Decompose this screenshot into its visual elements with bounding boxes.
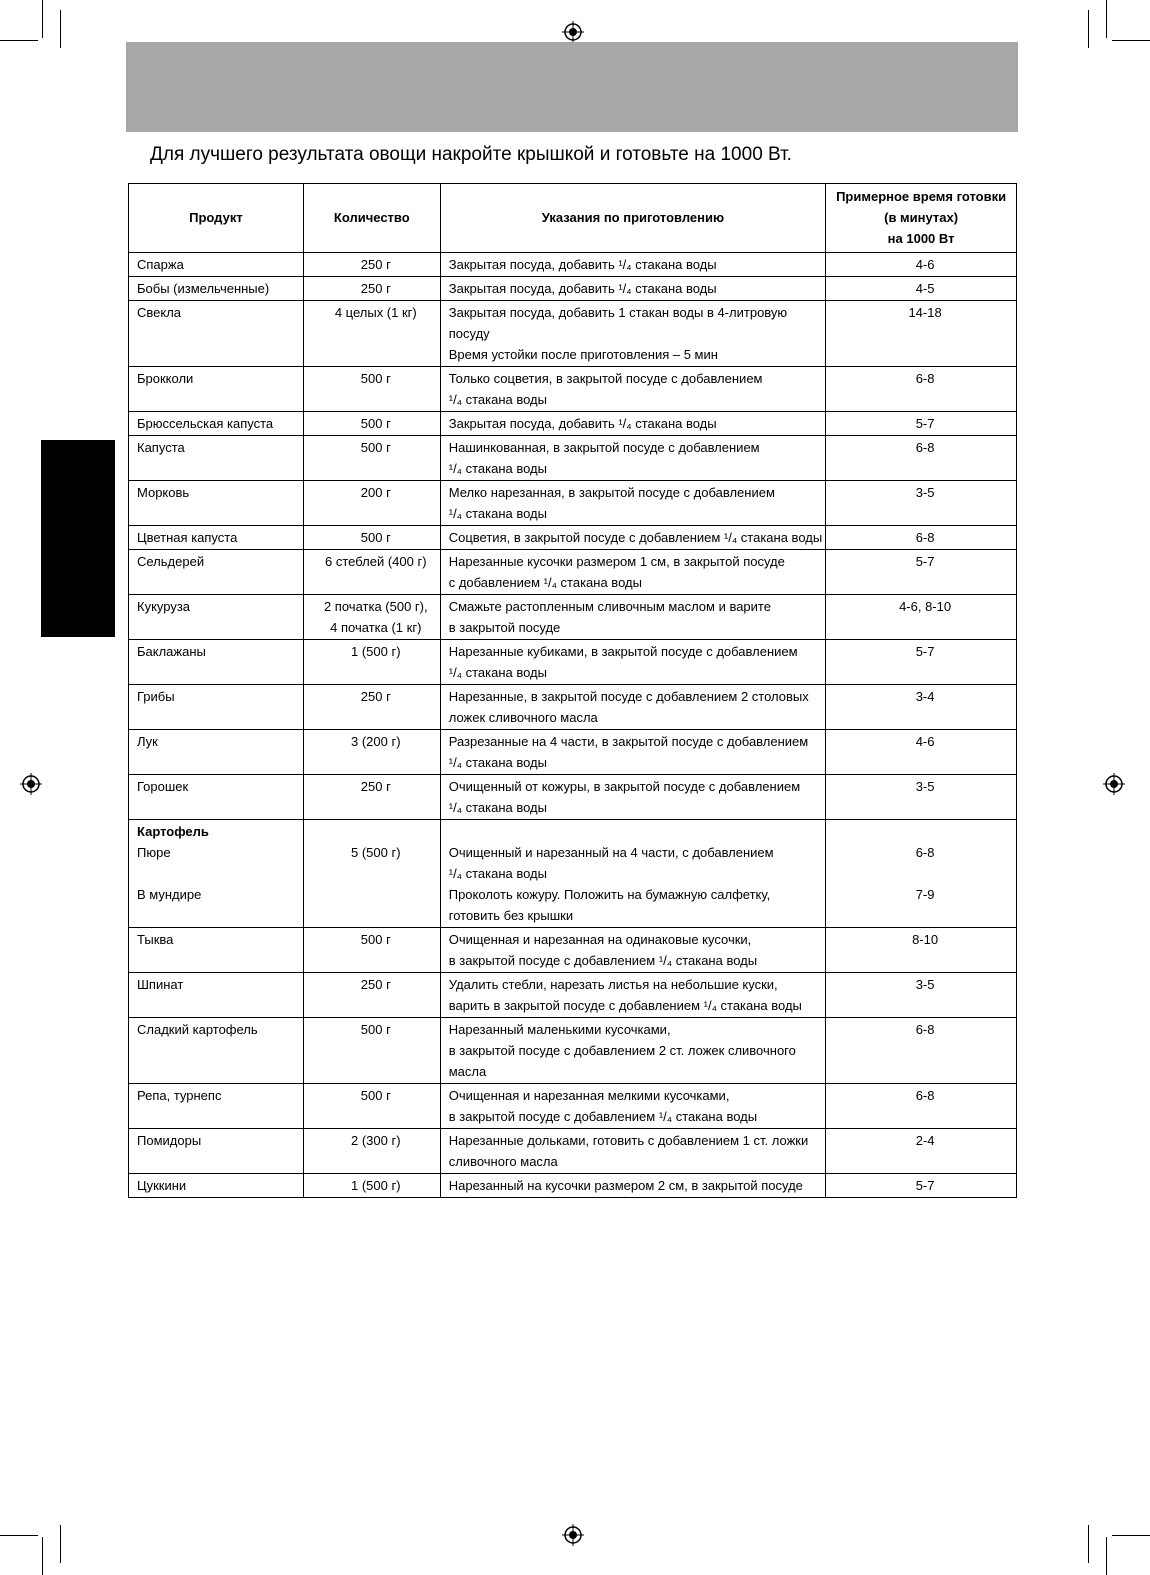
- quantity-value: 500 г: [360, 440, 391, 455]
- time-value: 6-8: [915, 1088, 935, 1103]
- direction-line: Время устойки после приготовления – 5 мин: [448, 347, 718, 362]
- directions-cell: [440, 640, 825, 685]
- table-body: [129, 928, 1017, 1198]
- quantity-value: 4 целых (1 кг): [334, 305, 417, 320]
- table-row: [129, 928, 1017, 973]
- table-row: [129, 730, 1017, 775]
- direction-line: Соцветия, в закрытой посуде с добавлением ¹/₄ стакана воды: [448, 530, 823, 545]
- product-name: Тыква: [137, 932, 174, 947]
- product-cell: [129, 928, 304, 973]
- table-row: [129, 973, 1017, 1018]
- quantity-cell: [303, 550, 440, 595]
- crop-mark: [1088, 1525, 1089, 1563]
- directions-cell: [440, 277, 825, 301]
- time-cell: [826, 367, 1017, 412]
- quantity-cell: [303, 1129, 440, 1174]
- directions-cell: [440, 1084, 825, 1129]
- direction-line: варить в закрытой посуде с добавлением ¹/₄ стакана воды: [448, 998, 802, 1013]
- product-name: Капуста: [137, 440, 185, 455]
- product-name: Морковь: [137, 485, 190, 500]
- product-cell: [129, 1174, 304, 1198]
- direction-line: сливочного масла: [448, 1154, 558, 1169]
- header-time-line: на 1000 Вт: [887, 230, 955, 246]
- quantity-cell: [303, 640, 440, 685]
- direction-line: ¹/₄ стакана воды: [448, 755, 547, 770]
- header-time-line: (в минутах): [884, 209, 959, 225]
- registration-mark-icon: [1103, 773, 1125, 795]
- time-cell: [826, 1129, 1017, 1174]
- registration-mark-icon: [562, 21, 584, 43]
- table-row: [129, 301, 1017, 367]
- directions-cell: [440, 775, 825, 820]
- product-name: Сладкий картофель: [137, 1022, 258, 1037]
- time-value: 6-8: [915, 371, 935, 386]
- product-cell: [129, 973, 304, 1018]
- quantity-value: 250 г: [360, 689, 391, 704]
- quantity-value: 2 початка (500 г),: [323, 599, 428, 614]
- product-name: Горошек: [137, 779, 189, 794]
- product-name: Спаржа: [137, 257, 184, 272]
- crop-mark: [60, 1525, 61, 1563]
- quantity-value: 500 г: [360, 932, 391, 947]
- directions-cell: [440, 550, 825, 595]
- header-product: Продукт: [129, 184, 304, 253]
- time-cell: [826, 595, 1017, 640]
- quantity-value: 500 г: [360, 371, 391, 386]
- product-name: Бобы (измельченные): [137, 281, 270, 296]
- product-cell: [129, 730, 304, 775]
- header-band: [126, 42, 1018, 132]
- time-value: 6-8: [915, 845, 935, 860]
- direction-line: ложек сливочного масла: [448, 710, 598, 725]
- product-cell: [129, 253, 304, 277]
- direction-line: Мелко нарезанная, в закрытой посуде с добавлением: [448, 485, 775, 500]
- table-row: [129, 412, 1017, 436]
- time-value: 7-9: [915, 887, 935, 902]
- table-row: [129, 550, 1017, 595]
- directions-cell: [440, 730, 825, 775]
- product-cell: [129, 595, 304, 640]
- direction-line: Смажьте растопленным сливочным маслом и варите: [448, 599, 771, 614]
- quantity-cell: [303, 595, 440, 640]
- direction-line: Нашинкованная, в закрытой посуде с добавлением: [448, 440, 760, 455]
- table-row: [129, 277, 1017, 301]
- product-name: Цветная капуста: [137, 530, 238, 545]
- directions-cell: [440, 1129, 825, 1174]
- potato-group: [129, 820, 1017, 928]
- quantity-cell: [303, 775, 440, 820]
- quantity-cell: [303, 1018, 440, 1084]
- time-cell: [826, 550, 1017, 595]
- table-row: [129, 1174, 1017, 1198]
- time-value: 6-8: [915, 440, 935, 455]
- direction-line: ¹/₄ стакана воды: [448, 665, 547, 680]
- direction-line: ¹/₄ стакана воды: [448, 800, 547, 815]
- time-cell: [826, 1174, 1017, 1198]
- quantity-value: 500 г: [360, 530, 391, 545]
- quantity-cell: [303, 277, 440, 301]
- direction-line: ¹/₄ стакана воды: [448, 866, 547, 881]
- directions-cell: [440, 1018, 825, 1084]
- crop-mark: [1106, 1537, 1107, 1575]
- direction-line: Нарезанные кубиками, в закрытой посуде с добавлением: [448, 644, 798, 659]
- direction-line: Нарезанные, в закрытой посуде с добавлением 2 столовых: [448, 689, 809, 704]
- direction-line: Проколоть кожуру. Положить на бумажную салфетку,: [448, 887, 771, 902]
- directions-cell: [440, 412, 825, 436]
- time-cell: [826, 775, 1017, 820]
- time-value: 14-18: [908, 305, 942, 320]
- crop-mark: [60, 10, 61, 48]
- table-row: [129, 685, 1017, 730]
- quantity-value: 250 г: [360, 779, 391, 794]
- time-cell: [826, 436, 1017, 481]
- directions-cell: [440, 973, 825, 1018]
- product-cell: [129, 775, 304, 820]
- product-name: Пюре: [137, 845, 171, 860]
- quantity-cell: [303, 253, 440, 277]
- time-value: 5-7: [915, 554, 935, 569]
- direction-line: Нарезанный маленькими кусочками,: [448, 1022, 671, 1037]
- product-name: Шпинат: [137, 977, 184, 992]
- direction-line: Закрытая посуда, добавить ¹/₄ стакана воды: [448, 281, 717, 296]
- quantity-value: 500 г: [360, 1022, 391, 1037]
- quantity-value: 250 г: [360, 977, 391, 992]
- direction-line: в закрытой посуде: [448, 620, 561, 635]
- table-row: [129, 1129, 1017, 1174]
- direction-line: Очищенный и нарезанный на 4 части, с добавлением: [448, 845, 774, 860]
- directions-cell: [440, 253, 825, 277]
- quantity-value: 250 г: [360, 257, 391, 272]
- quantity-cell: [303, 730, 440, 775]
- quantity-value: 500 г: [360, 416, 391, 431]
- direction-line: Очищенная и нарезанная на одинаковые кусочки,: [448, 932, 752, 947]
- crop-mark: [0, 1535, 38, 1536]
- product-cell: [129, 820, 304, 928]
- table-row: [129, 526, 1017, 550]
- time-value: 4-6: [915, 734, 935, 749]
- table-row: [129, 820, 1017, 928]
- time-value: 6-8: [915, 1022, 935, 1037]
- product-cell: [129, 640, 304, 685]
- time-value: 4-6, 8-10: [899, 599, 952, 614]
- product-name: В мундире: [137, 887, 202, 902]
- directions-cell: [440, 1174, 825, 1198]
- time-value: 3-4: [915, 689, 935, 704]
- table-row: [129, 1084, 1017, 1129]
- time-value: 4-5: [915, 281, 935, 296]
- product-cell: [129, 436, 304, 481]
- direction-line: Только соцветия, в закрытой посуде с добавлением: [448, 371, 763, 386]
- registration-mark-icon: [562, 1524, 584, 1546]
- directions-cell: [440, 685, 825, 730]
- directions-cell: [440, 481, 825, 526]
- product-cell: [129, 301, 304, 367]
- product-name: Репа, турнепс: [137, 1088, 222, 1103]
- direction-line: Закрытая посуда, добавить 1 стакан воды в 4-литровую посуду: [448, 305, 788, 341]
- directions-cell: [440, 526, 825, 550]
- table-header-row: [129, 184, 1017, 253]
- direction-line: Нарезанный на кусочки размером 2 см, в закрытой посуде: [448, 1178, 803, 1193]
- quantity-cell: [303, 301, 440, 367]
- direction-line: ¹/₄ стакана воды: [448, 392, 547, 407]
- product-cell: [129, 550, 304, 595]
- quantity-cell: [303, 928, 440, 973]
- quantity-cell: [303, 1084, 440, 1129]
- time-cell: [826, 481, 1017, 526]
- time-cell: [826, 1084, 1017, 1129]
- quantity-cell: [303, 436, 440, 481]
- time-value: 4-6: [915, 257, 935, 272]
- product-cell: [129, 481, 304, 526]
- product-cell: [129, 1018, 304, 1084]
- time-value: 2-4: [915, 1133, 935, 1148]
- direction-line: Нарезанные кусочки размером 1 см, в закрытой посуде: [448, 554, 785, 569]
- quantity-cell: [303, 973, 440, 1018]
- direction-line: в закрытой посуде с добавлением 2 ст. ложек сливочного масла: [448, 1043, 796, 1079]
- direction-line: Очищенный от кожуры, в закрытой посуде с добавлением: [448, 779, 801, 794]
- product-name: Лук: [137, 734, 158, 749]
- product-name: Сельдерей: [137, 554, 205, 569]
- product-name: Баклажаны: [137, 644, 206, 659]
- table-row: [129, 253, 1017, 277]
- quantity-value: 1 (500 г): [351, 644, 401, 659]
- quantity-cell: [303, 481, 440, 526]
- quantity-cell: [303, 412, 440, 436]
- time-cell: [826, 253, 1017, 277]
- table-row: [129, 775, 1017, 820]
- time-value: 8-10: [912, 932, 939, 947]
- table-row: [129, 595, 1017, 640]
- product-cell: [129, 367, 304, 412]
- time-cell: [826, 1018, 1017, 1084]
- direction-line: Разрезанные на 4 части, в закрытой посуде с добавлением: [448, 734, 809, 749]
- product-cell: [129, 1129, 304, 1174]
- product-cell: [129, 1084, 304, 1129]
- directions-cell: [440, 928, 825, 973]
- product-cell: [129, 412, 304, 436]
- product-name: Грибы: [137, 689, 175, 704]
- directions-cell: [440, 436, 825, 481]
- direction-line: Очищенная и нарезанная мелкими кусочками,: [448, 1088, 730, 1103]
- quantity-value: 2 (300 г): [351, 1133, 401, 1148]
- product-name: Брокколи: [137, 371, 194, 386]
- quantity-value: 1 (500 г): [351, 1178, 401, 1193]
- direction-line: ¹/₄ стакана воды: [448, 461, 547, 476]
- crop-mark: [1106, 0, 1107, 38]
- direction-line: Нарезанные дольками, готовить с добавлением 1 ст. ложки: [448, 1133, 809, 1148]
- quantity-value: 4 початка (1 кг): [330, 620, 422, 635]
- time-value: 5-7: [915, 644, 935, 659]
- direction-line: в закрытой посуде с добавлением ¹/₄ стакана воды: [448, 1109, 758, 1124]
- time-cell: [826, 730, 1017, 775]
- time-value: 3-5: [915, 977, 935, 992]
- time-cell: [826, 301, 1017, 367]
- quantity-cell: [303, 526, 440, 550]
- product-name: Брюссельская капуста: [137, 416, 274, 431]
- time-value: 6-8: [915, 530, 935, 545]
- crop-mark: [0, 40, 38, 41]
- time-cell: [826, 277, 1017, 301]
- time-cell: [826, 412, 1017, 436]
- quantity-cell: [303, 1174, 440, 1198]
- time-value: 5-7: [915, 416, 935, 431]
- direction-line: в закрытой посуде с добавлением ¹/₄ стакана воды: [448, 953, 758, 968]
- header-time: [826, 184, 1017, 253]
- direction-line: ¹/₄ стакана воды: [448, 506, 547, 521]
- directions-cell: [440, 301, 825, 367]
- registration-mark-icon: [20, 773, 42, 795]
- time-value: 3-5: [915, 779, 935, 794]
- direction-line: Закрытая посуда, добавить ¹/₄ стакана воды: [448, 416, 717, 431]
- directions-cell: [440, 367, 825, 412]
- product-cell: [129, 277, 304, 301]
- table-row: [129, 1018, 1017, 1084]
- crop-mark: [1112, 1535, 1150, 1536]
- header-quantity: Количество: [303, 184, 440, 253]
- product-cell: [129, 526, 304, 550]
- direction-line: Удалить стебли, нарезать листья на небольшие куски,: [448, 977, 778, 992]
- crop-mark: [1112, 40, 1150, 41]
- quantity-cell: [303, 685, 440, 730]
- quantity-value: 6 стеблей (400 г): [325, 554, 427, 569]
- quantity-value: 200 г: [360, 485, 391, 500]
- crop-mark: [42, 0, 43, 38]
- table-row: [129, 436, 1017, 481]
- table-row: [129, 367, 1017, 412]
- side-tab: [41, 440, 115, 637]
- time-cell: [826, 928, 1017, 973]
- table-row: [129, 640, 1017, 685]
- quantity-cell: [303, 820, 440, 928]
- table-row: [129, 481, 1017, 526]
- product-name: Свекла: [137, 305, 182, 320]
- time-cell: [826, 526, 1017, 550]
- time-cell: [826, 685, 1017, 730]
- product-name: Помидоры: [137, 1133, 202, 1148]
- quantity-value: 250 г: [360, 281, 391, 296]
- time-value: 5-7: [915, 1178, 935, 1193]
- quantity-value: 3 (200 г): [351, 734, 401, 749]
- product-cell: [129, 685, 304, 730]
- crop-mark: [42, 1537, 43, 1575]
- crop-mark: [1088, 10, 1089, 48]
- product-name: Кукуруза: [137, 599, 191, 614]
- time-cell: [826, 820, 1017, 928]
- quantity-value: 500 г: [360, 1088, 391, 1103]
- direction-line: Закрытая посуда, добавить ¹/₄ стакана воды: [448, 257, 717, 272]
- quantity-value: 5 (500 г): [351, 845, 401, 860]
- time-cell: [826, 973, 1017, 1018]
- directions-cell: [440, 820, 825, 928]
- cooking-table: [128, 183, 1017, 1198]
- intro-text: Для лучшего результата овощи накройте крышкой и готовьте на 1000 Вт.: [150, 144, 792, 165]
- product-name: Цуккини: [137, 1178, 187, 1193]
- time-value: 3-5: [915, 485, 935, 500]
- time-cell: [826, 640, 1017, 685]
- direction-line: готовить без крышки: [448, 908, 574, 923]
- table-body: [129, 253, 1017, 820]
- direction-line: с добавлением ¹/₄ стакана воды: [448, 575, 642, 590]
- directions-cell: [440, 595, 825, 640]
- potato-heading: Картофель: [137, 824, 209, 839]
- quantity-cell: [303, 367, 440, 412]
- header-time-line: Примерное время готовки: [836, 188, 1007, 204]
- header-directions: Указания по приготовлению: [440, 184, 825, 253]
